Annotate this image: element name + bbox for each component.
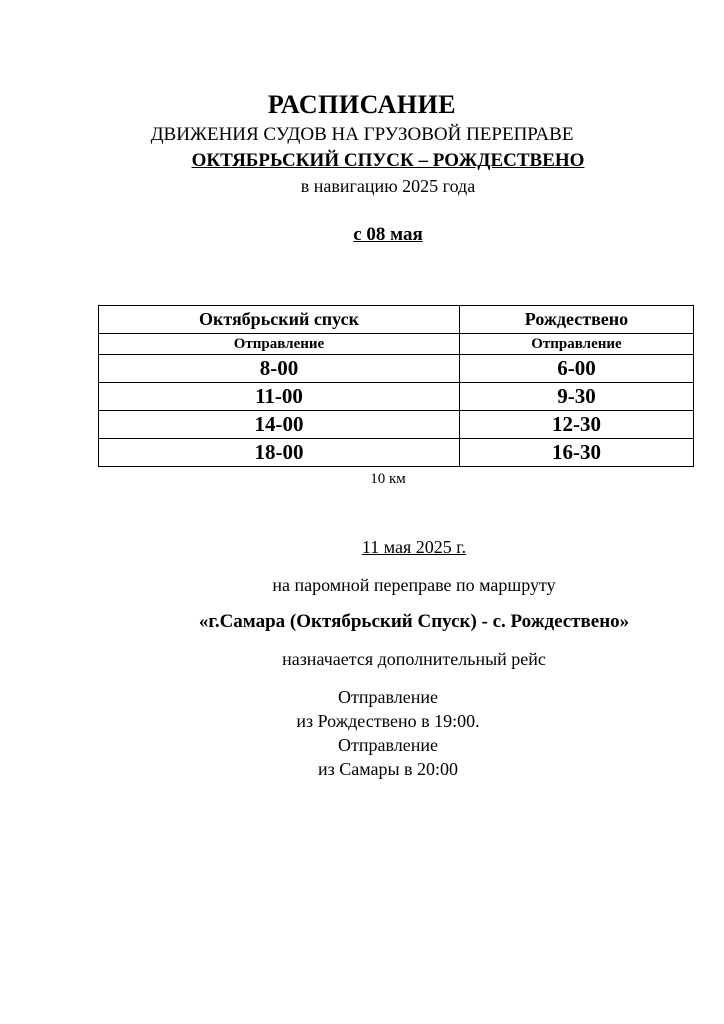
column-subheader-oktyabrsky: Отправление xyxy=(99,334,460,355)
schedule-table xyxy=(98,305,694,467)
table-row xyxy=(99,439,694,467)
notice-route: «г.Самара (Октябрьский Спуск) - с. Рождествено» xyxy=(198,611,630,632)
departure-label: Отправление xyxy=(338,687,438,707)
departure-label: Отправление xyxy=(338,735,438,755)
page-title: РАСПИСАНИЕ xyxy=(267,90,457,119)
column-header-oktyabrsky: Октябрьский спуск xyxy=(99,306,460,334)
season-text: в навигацию 2025 года xyxy=(300,176,476,196)
table-row xyxy=(99,411,694,439)
departure-time-rozhdestveno: 12-30 xyxy=(459,411,693,439)
notice-date: 11 мая 2025 г. xyxy=(361,537,467,557)
table-row xyxy=(99,383,694,411)
distance-note: 10 км xyxy=(370,471,406,487)
notice-text-extra-trip: назначается дополнительный рейс xyxy=(282,649,546,669)
departure-time-oktyabrsky: 11-00 xyxy=(99,383,460,411)
departure-time-oktyabrsky: 8-00 xyxy=(99,355,460,383)
departure-time-rozhdestveno: 9-30 xyxy=(459,383,693,411)
table-row xyxy=(99,355,694,383)
column-header-rozhdestveno: Рождествено xyxy=(459,306,693,334)
table-header-row xyxy=(99,306,694,334)
route-heading: ОКТЯБРЬСКИЙ СПУСК – РОЖДЕСТВЕНО xyxy=(191,150,585,171)
start-date: с 08 мая xyxy=(353,224,423,245)
departure-from-rozhdestveno: из Рождествено в 19:00. xyxy=(296,711,480,731)
departure-time-rozhdestveno: 6-00 xyxy=(459,355,693,383)
departure-time-oktyabrsky: 18-00 xyxy=(99,439,460,467)
table-subheader-row xyxy=(99,334,694,355)
notice-text: на паромной переправе по маршруту xyxy=(272,575,556,595)
column-subheader-rozhdestveno: Отправление xyxy=(459,334,693,355)
departure-time-rozhdestveno: 16-30 xyxy=(459,439,693,467)
departure-from-samara: из Самары в 20:00 xyxy=(317,759,459,779)
page-subtitle: ДВИЖЕНИЯ СУДОВ НА ГРУЗОВОЙ ПЕРЕПРАВЕ xyxy=(150,124,574,145)
departure-time-oktyabrsky: 14-00 xyxy=(99,411,460,439)
